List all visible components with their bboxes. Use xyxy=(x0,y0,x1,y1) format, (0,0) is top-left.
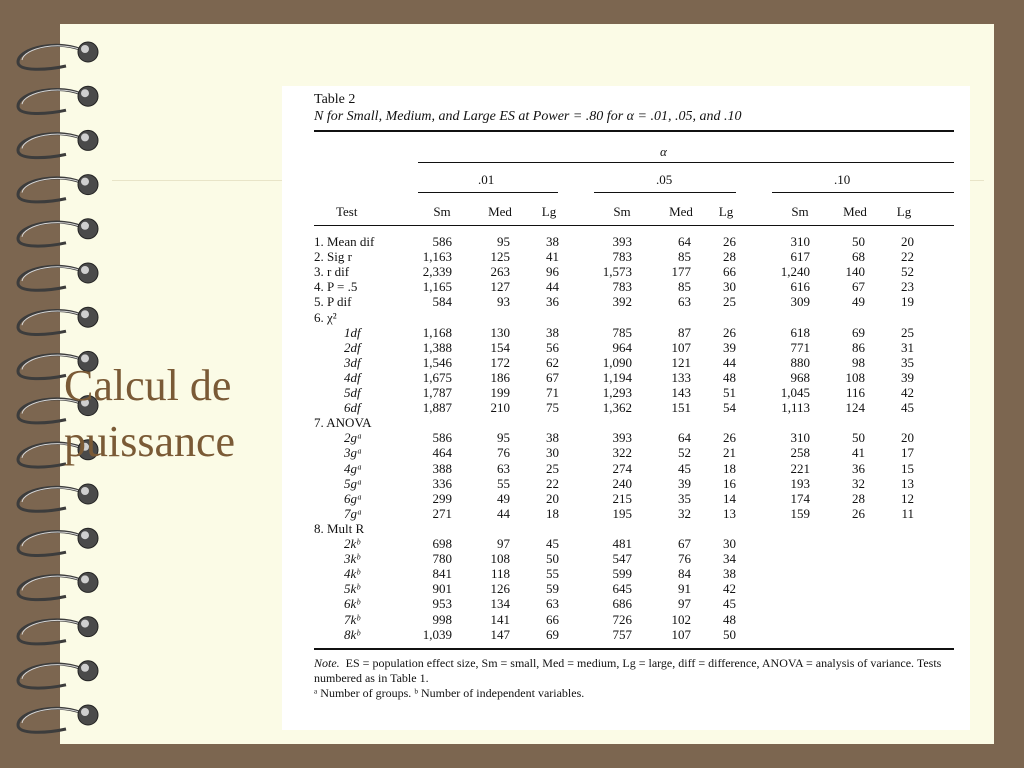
table-cell: 26 xyxy=(723,430,736,446)
col-header: Sm xyxy=(433,204,451,219)
table-cell: 54 xyxy=(723,400,736,416)
table-row xyxy=(282,536,970,551)
table-cell: 686 xyxy=(612,596,632,612)
group-rule-05 xyxy=(594,192,736,193)
table-cell: 76 xyxy=(678,551,691,567)
table-cell: 1,675 xyxy=(422,369,452,385)
table-cell: 17 xyxy=(901,445,914,461)
table-cell: 336 xyxy=(432,475,452,491)
row-label: 6kᵇ xyxy=(344,596,360,612)
table-row xyxy=(282,355,970,370)
table-cell: 39 xyxy=(678,475,691,491)
row-label: 2. Sig r xyxy=(314,249,352,265)
table-cell: 310 xyxy=(790,430,810,446)
col-header: Sm xyxy=(613,204,631,219)
row-label: 1. Mean dif xyxy=(314,234,375,249)
table-cell: 30 xyxy=(723,279,736,295)
table-cell: 177 xyxy=(671,264,691,280)
table-cell: 771 xyxy=(790,339,810,355)
binding-ring xyxy=(18,617,98,644)
table-cell: 785 xyxy=(612,324,632,340)
table-cell: 38 xyxy=(546,234,559,249)
table-cell: 22 xyxy=(546,475,559,491)
row-label: 5. P dif xyxy=(314,294,352,310)
table-cell: 126 xyxy=(490,581,510,597)
table-cell: 35 xyxy=(901,354,914,370)
table-cell: 50 xyxy=(852,234,865,249)
bottom-rule xyxy=(314,648,954,650)
table-cell: 195 xyxy=(612,505,632,521)
table-row xyxy=(282,415,970,430)
table-label: Table 2 xyxy=(314,92,356,107)
table-cell: 392 xyxy=(612,294,632,310)
binding-ring xyxy=(18,219,98,246)
table-row xyxy=(282,325,970,340)
table-cell: 388 xyxy=(432,460,452,476)
table-cell: 67 xyxy=(678,536,691,551)
table-cell: 215 xyxy=(612,490,632,506)
binding-ring xyxy=(18,705,98,732)
table-cell: 1,039 xyxy=(422,626,452,642)
table-cell: 85 xyxy=(678,249,691,265)
table-row xyxy=(282,521,970,536)
table-cell: 240 xyxy=(612,475,632,491)
table-cell: 25 xyxy=(723,294,736,310)
table-cell: 393 xyxy=(612,430,632,446)
row-label: 6. χ² xyxy=(314,309,337,325)
table-cell: 151 xyxy=(671,400,691,416)
table-row xyxy=(282,627,970,642)
table-cell: 13 xyxy=(901,475,914,491)
table-cell: 210 xyxy=(490,400,510,416)
table-cell: 26 xyxy=(723,324,736,340)
table-cell: 59 xyxy=(546,581,559,597)
row-label: 4kᵇ xyxy=(344,566,360,582)
table-cell: 698 xyxy=(432,536,452,551)
binding-ring xyxy=(18,661,98,688)
table-cell: 12 xyxy=(901,490,914,506)
table-cell: 13 xyxy=(723,505,736,521)
table-cell: 32 xyxy=(678,505,691,521)
row-label: 6df xyxy=(344,400,361,416)
col-header: Med xyxy=(488,204,512,219)
table-row xyxy=(282,506,970,521)
row-label: 7. ANOVA xyxy=(314,415,372,431)
table-cell: 15 xyxy=(901,460,914,476)
table-row xyxy=(282,612,970,627)
table-row xyxy=(282,249,970,264)
binding-ring xyxy=(18,130,98,157)
table-cell: 143 xyxy=(671,385,691,400)
table-row xyxy=(282,279,970,294)
table-cell: 1,787 xyxy=(422,385,452,400)
table-row xyxy=(282,445,970,460)
row-label: 8kᵇ xyxy=(344,626,360,642)
table-cell: 52 xyxy=(901,264,914,280)
table-cell: 50 xyxy=(546,551,559,567)
table-cell: 52 xyxy=(678,445,691,461)
row-label: 4df xyxy=(344,369,361,385)
table-cell: 25 xyxy=(546,460,559,476)
table-cell: 97 xyxy=(497,536,510,551)
table-cell: 107 xyxy=(671,626,691,642)
table-row xyxy=(282,566,970,581)
table-cell: 263 xyxy=(490,264,510,280)
row-label: 3df xyxy=(344,354,361,370)
row-label: 5kᵇ xyxy=(344,581,360,597)
table-cell: 616 xyxy=(790,279,810,295)
header-rule xyxy=(314,225,954,226)
row-label: 1df xyxy=(344,324,361,340)
binding-ring xyxy=(18,42,98,69)
table-cell: 322 xyxy=(612,445,632,461)
table-cell: 968 xyxy=(790,369,810,385)
table-cell: 133 xyxy=(671,369,691,385)
table-cell: 21 xyxy=(723,445,736,461)
table-cell: 48 xyxy=(723,611,736,627)
col-header: Med xyxy=(843,204,867,219)
table-cell: 34 xyxy=(723,551,736,567)
table-row xyxy=(282,461,970,476)
table-cell: 186 xyxy=(490,369,510,385)
table-cell: 2,339 xyxy=(422,264,452,280)
table-cell: 85 xyxy=(678,279,691,295)
table-cell: 199 xyxy=(490,385,510,400)
table-cell: 96 xyxy=(546,264,559,280)
table-cell: 38 xyxy=(546,430,559,446)
table-cell: 1,168 xyxy=(422,324,452,340)
table-cell: 32 xyxy=(852,475,865,491)
row-label: 4gᵃ xyxy=(344,460,363,476)
table-cell: 299 xyxy=(432,490,452,506)
row-label: 6gᵃ xyxy=(344,490,363,506)
footnote: ᵃ Number of groups. ᵇ Number of independent variables. xyxy=(314,686,585,700)
table-cell: 68 xyxy=(852,249,865,265)
table-cell: 84 xyxy=(678,566,691,582)
col-header: Lg xyxy=(541,204,557,219)
table-cell: 1,045 xyxy=(780,385,810,400)
row-label: 3kᵇ xyxy=(344,551,360,567)
table-cell: 91 xyxy=(678,581,691,597)
table-cell: 998 xyxy=(432,611,452,627)
table-cell: 63 xyxy=(546,596,559,612)
table-cell: 726 xyxy=(612,611,632,627)
table-row xyxy=(282,310,970,325)
col-header: Sm xyxy=(791,204,809,219)
table-row xyxy=(282,430,970,445)
table-cell: 783 xyxy=(612,279,632,295)
table-cell: 22 xyxy=(901,249,914,265)
table-cell: 36 xyxy=(546,294,559,310)
table-cell: 221 xyxy=(790,460,810,476)
table-cell: 45 xyxy=(723,596,736,612)
table-cell: 780 xyxy=(432,551,452,567)
table-cell: 28 xyxy=(852,490,865,506)
table-cell: 45 xyxy=(546,536,559,551)
table-cell: 36 xyxy=(852,460,865,476)
table-row xyxy=(282,340,970,355)
table-cell: 964 xyxy=(612,339,632,355)
table-cell: 258 xyxy=(790,445,810,461)
table-cell: 1,546 xyxy=(422,354,452,370)
table-cell: 547 xyxy=(612,551,632,567)
row-label: 5gᵃ xyxy=(344,475,363,491)
table-cell: 1,194 xyxy=(602,369,632,385)
table-cell: 618 xyxy=(790,324,810,340)
table-cell: 42 xyxy=(723,581,736,597)
table-cell: 1,090 xyxy=(602,354,632,370)
table-cell: 64 xyxy=(678,234,691,249)
binding-ring xyxy=(18,263,98,290)
binding-ring xyxy=(18,484,98,511)
table-cell: 174 xyxy=(790,490,810,506)
table-cell: 45 xyxy=(678,460,691,476)
row-label: 3gᵃ xyxy=(344,445,363,461)
table-cell: 86 xyxy=(852,339,865,355)
table-cell: 154 xyxy=(490,339,510,355)
binding-ring xyxy=(18,528,98,555)
table-cell: 1,240 xyxy=(780,264,810,280)
table-cell: 67 xyxy=(546,369,559,385)
col-header: Lg xyxy=(896,204,912,219)
table-cell: 30 xyxy=(723,536,736,551)
row-label: 4. P = .5 xyxy=(314,279,358,295)
table-cell: 64 xyxy=(678,430,691,446)
table-cell: 41 xyxy=(852,445,865,461)
table-row xyxy=(282,551,970,566)
table-cell: 25 xyxy=(901,324,914,340)
table-cell: 1,293 xyxy=(602,385,632,400)
table-cell: 41 xyxy=(546,249,559,265)
table-cell: 45 xyxy=(901,400,914,416)
col-header: Lg xyxy=(718,204,734,219)
row-label: 5df xyxy=(344,385,361,400)
binding-ring xyxy=(18,307,98,334)
table-cell: 44 xyxy=(723,354,736,370)
table-cell: 76 xyxy=(497,445,510,461)
table-cell: 141 xyxy=(490,611,510,627)
alpha-level-01: .01 xyxy=(478,172,495,187)
table-cell: 50 xyxy=(723,626,736,642)
table-cell: 1,113 xyxy=(781,400,810,416)
table-cell: 44 xyxy=(497,505,510,521)
group-rule-10 xyxy=(772,192,954,193)
table-cell: 63 xyxy=(678,294,691,310)
table-cell: 38 xyxy=(723,566,736,582)
table-cell: 95 xyxy=(497,234,510,249)
table-cell: 87 xyxy=(678,324,691,340)
slide-title: Calcul de puissance xyxy=(64,361,236,466)
table-cell: 274 xyxy=(612,460,632,476)
table-cell: 16 xyxy=(723,475,736,491)
binding-ring xyxy=(18,572,98,599)
row-label: 8. Mult R xyxy=(314,520,365,536)
top-rule xyxy=(314,130,954,132)
table-cell: 134 xyxy=(490,596,510,612)
col-header: Med xyxy=(669,204,693,219)
table-cell: 108 xyxy=(490,551,510,567)
table-row xyxy=(282,400,970,415)
table-cell: 42 xyxy=(901,385,914,400)
table-cell: 71 xyxy=(546,385,559,400)
table-cell: 118 xyxy=(490,566,510,582)
alpha-level-05: .05 xyxy=(656,172,673,187)
table-cell: 193 xyxy=(790,475,810,491)
table-cell: 159 xyxy=(790,505,810,521)
table-cell: 124 xyxy=(845,400,865,416)
table-cell: 56 xyxy=(546,339,559,355)
table-cell: 108 xyxy=(845,369,865,385)
table-cell: 95 xyxy=(497,430,510,446)
table-cell: 26 xyxy=(723,234,736,249)
table-row xyxy=(282,385,970,400)
table-cell: 23 xyxy=(901,279,914,295)
note-line xyxy=(314,656,954,686)
table-cell: 127 xyxy=(490,279,510,295)
table-cell: 55 xyxy=(546,566,559,582)
table-cell: 35 xyxy=(678,490,691,506)
table-cell: 63 xyxy=(497,460,510,476)
table-cell: 953 xyxy=(432,596,452,612)
table-cell: 69 xyxy=(546,626,559,642)
table-cell: 1,163 xyxy=(422,249,452,265)
table-row xyxy=(282,294,970,309)
table-image xyxy=(282,86,970,730)
table-cell: 130 xyxy=(490,324,510,340)
table-cell: 1,388 xyxy=(422,339,452,355)
table-cell: 11 xyxy=(901,505,914,521)
row-label: 7gᵃ xyxy=(344,505,363,521)
table-cell: 55 xyxy=(497,475,510,491)
table-cell: 586 xyxy=(432,430,452,446)
table-row xyxy=(282,491,970,506)
row-label: 2gᵃ xyxy=(344,430,363,446)
table-cell: 116 xyxy=(845,385,865,400)
table-cell: 18 xyxy=(546,505,559,521)
table-cell: 30 xyxy=(546,445,559,461)
table-row xyxy=(282,264,970,279)
table-cell: 125 xyxy=(490,249,510,265)
table-cell: 481 xyxy=(612,536,632,551)
table-cell: 783 xyxy=(612,249,632,265)
table-cell: 584 xyxy=(432,294,452,310)
table-cell: 38 xyxy=(546,324,559,340)
row-label: 3. r dif xyxy=(314,264,350,280)
table-cell: 1,165 xyxy=(422,279,452,295)
table-cell: 20 xyxy=(901,430,914,446)
note-keyword: Note. xyxy=(314,656,340,670)
alpha-rule xyxy=(418,162,954,163)
table-cell: 75 xyxy=(546,400,559,416)
binding-ring xyxy=(18,86,98,113)
table-row xyxy=(282,370,970,385)
table-cell: 880 xyxy=(790,354,810,370)
table-cell: 757 xyxy=(612,626,632,642)
table-cell: 51 xyxy=(723,385,736,400)
table-cell: 18 xyxy=(723,460,736,476)
table-cell: 69 xyxy=(852,324,865,340)
table-cell: 62 xyxy=(546,354,559,370)
table-cell: 44 xyxy=(546,279,559,295)
table-row xyxy=(282,476,970,491)
table-cell: 14 xyxy=(723,490,736,506)
table-cell: 66 xyxy=(723,264,736,280)
table-cell: 309 xyxy=(790,294,810,310)
table-caption: N for Small, Medium, and Large ES at Power = .80 for α = .01, .05, and .10 xyxy=(314,109,742,124)
table-cell: 121 xyxy=(671,354,691,370)
table-cell: 310 xyxy=(790,234,810,249)
table-cell: 48 xyxy=(723,369,736,385)
table-row xyxy=(282,234,970,249)
table-cell: 107 xyxy=(671,339,691,355)
table-cell: 1,887 xyxy=(422,400,452,416)
table-cell: 393 xyxy=(612,234,632,249)
table-cell: 140 xyxy=(845,264,865,280)
table-cell: 50 xyxy=(852,430,865,446)
table-cell: 20 xyxy=(901,234,914,249)
table-cell: 39 xyxy=(723,339,736,355)
table-cell: 31 xyxy=(901,339,914,355)
binding-ring xyxy=(18,175,98,202)
table-cell: 20 xyxy=(546,490,559,506)
table-cell: 645 xyxy=(612,581,632,597)
table-cell: 841 xyxy=(432,566,452,582)
row-label: 2df xyxy=(344,339,361,355)
table-row xyxy=(282,581,970,596)
test-header: Test xyxy=(336,204,358,219)
note-text: ES = population effect size, Sm = small, Med = medium, Lg = large, diff = difference, ANOVA = analysis of variance. Tests numbered as in Table 1. xyxy=(314,656,942,685)
table-cell: 1,362 xyxy=(602,400,632,416)
table-cell: 39 xyxy=(901,369,914,385)
table-cell: 1,573 xyxy=(602,264,632,280)
table-cell: 617 xyxy=(790,249,810,265)
table-cell: 599 xyxy=(612,566,632,582)
table-cell: 271 xyxy=(432,505,452,521)
table-cell: 93 xyxy=(497,294,510,310)
alpha-level-10: .10 xyxy=(834,172,851,187)
table-cell: 172 xyxy=(490,354,510,370)
table-row xyxy=(282,596,970,611)
alpha-header: α xyxy=(660,144,667,159)
table-cell: 66 xyxy=(546,611,559,627)
table-cell: 97 xyxy=(678,596,691,612)
table-cell: 19 xyxy=(901,294,914,310)
table-cell: 586 xyxy=(432,234,452,249)
table-cell: 28 xyxy=(723,249,736,265)
table-cell: 901 xyxy=(432,581,452,597)
row-label: 2kᵇ xyxy=(344,536,360,551)
row-label: 7kᵇ xyxy=(344,611,360,627)
table-cell: 147 xyxy=(490,626,510,642)
table-cell: 26 xyxy=(852,505,865,521)
table-cell: 49 xyxy=(497,490,510,506)
table-cell: 98 xyxy=(852,354,865,370)
table-cell: 67 xyxy=(852,279,865,295)
table-notes xyxy=(314,656,954,701)
group-rule-01 xyxy=(418,192,558,193)
table-cell: 464 xyxy=(432,445,452,461)
table-cell: 102 xyxy=(671,611,691,627)
table-cell: 49 xyxy=(852,294,865,310)
